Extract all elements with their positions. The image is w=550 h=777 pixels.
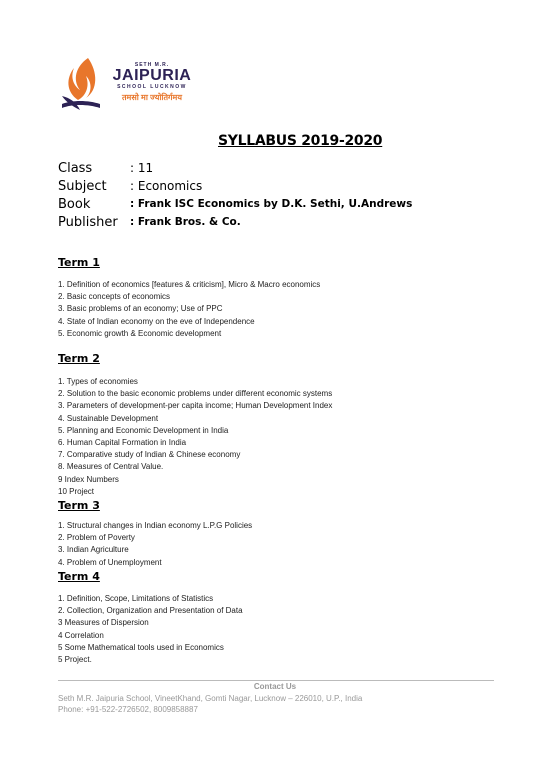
- class-label: Class: [58, 160, 93, 176]
- term-2-heading: Term 2: [58, 352, 100, 365]
- footer-phone: Phone: +91-522-2726502, 8009858887: [58, 705, 198, 714]
- list-item: 6. Human Capital Formation in India: [58, 438, 187, 448]
- book-row: [58, 195, 412, 213]
- footer-address: Seth M.R. Jaipuria School, VineetKhand, Gomti Nagar, Lucknow – 226010, U.P., India: [58, 694, 363, 703]
- list-item: 2. Basic concepts of economics: [58, 292, 171, 302]
- book-value: : Frank ISC Economics by D.K. Sethi, U.Andrews: [130, 198, 413, 210]
- list-item: 5. Economic growth & Economic development: [58, 328, 222, 338]
- list-item: 5 Some Mathematical tools used in Economics: [58, 642, 224, 652]
- list-item: 3. Indian Agriculture: [58, 545, 129, 555]
- term-4-heading: Term 4: [58, 570, 100, 583]
- term-1-list: [58, 279, 320, 340]
- logo-text: [92, 62, 212, 103]
- list-item: 2. Collection, Organization and Presentation of Data: [58, 606, 243, 616]
- contact-heading: Contact Us: [253, 682, 297, 691]
- subject-row: [58, 177, 412, 195]
- term-2-list: [58, 376, 332, 498]
- list-item: 2. Problem of Poverty: [58, 533, 135, 543]
- list-item: 4 Correlation: [58, 630, 104, 640]
- list-item: 5. Planning and Economic Development in India: [58, 425, 229, 435]
- class-row: [58, 159, 412, 177]
- term-1-heading: Term 1: [58, 256, 100, 269]
- logo-motto: तमसो मा ज्योतिर्गमय: [122, 93, 182, 102]
- list-item: 7. Comparative study of Indian & Chinese economy: [58, 450, 241, 460]
- term-3-heading: Term 3: [58, 499, 100, 512]
- list-item: 3. Parameters of development-per capita income; Human Development Index: [58, 401, 333, 411]
- list-item: 10 Project: [58, 486, 95, 496]
- list-item: 1. Definition of economics [features & criticism], Micro & Macro economics: [58, 280, 321, 289]
- book-label: Book: [58, 196, 91, 212]
- subject-label: Subject: [58, 178, 107, 194]
- list-item: 4. Sustainable Development: [58, 413, 159, 423]
- term-3-list: [58, 520, 252, 569]
- publisher-value: : Frank Bros. & Co.: [130, 216, 241, 228]
- list-item: 8. Measures of Central Value.: [58, 462, 164, 472]
- subject-value: : Economics: [130, 179, 203, 193]
- logo-school: SCHOOL LUCKNOW: [117, 84, 187, 90]
- list-item: 3 Measures of Dispersion: [58, 618, 149, 628]
- logo-seth: SETH M.R.: [134, 62, 170, 68]
- list-item: 3. Basic problems of an economy; Use of PPC: [58, 304, 223, 314]
- list-item: 2. Solution to the basic economic problems under different economic systems: [58, 389, 333, 399]
- list-item: 1. Definition, Scope, Limitations of Statistics: [58, 594, 214, 603]
- list-item: 4. State of Indian economy on the eve of Independence: [58, 316, 255, 326]
- footer-divider: [58, 680, 494, 681]
- list-item: 4. Problem of Unemployment: [58, 557, 162, 567]
- term-4-list: [58, 593, 243, 666]
- logo-name: JAIPURIA: [112, 67, 192, 84]
- list-item: 1. Structural changes in Indian economy L.P.G Policies: [58, 521, 253, 530]
- document-title: SYLLABUS 2019-2020: [218, 133, 383, 149]
- publisher-row: [58, 213, 412, 231]
- list-item: 5 Project.: [58, 655, 92, 665]
- list-item: 1. Types of economies: [58, 377, 138, 386]
- class-value: : 11: [130, 161, 154, 175]
- list-item: 9 Index Numbers: [58, 474, 119, 484]
- publisher-label: Publisher: [58, 214, 118, 230]
- course-info: [58, 159, 412, 231]
